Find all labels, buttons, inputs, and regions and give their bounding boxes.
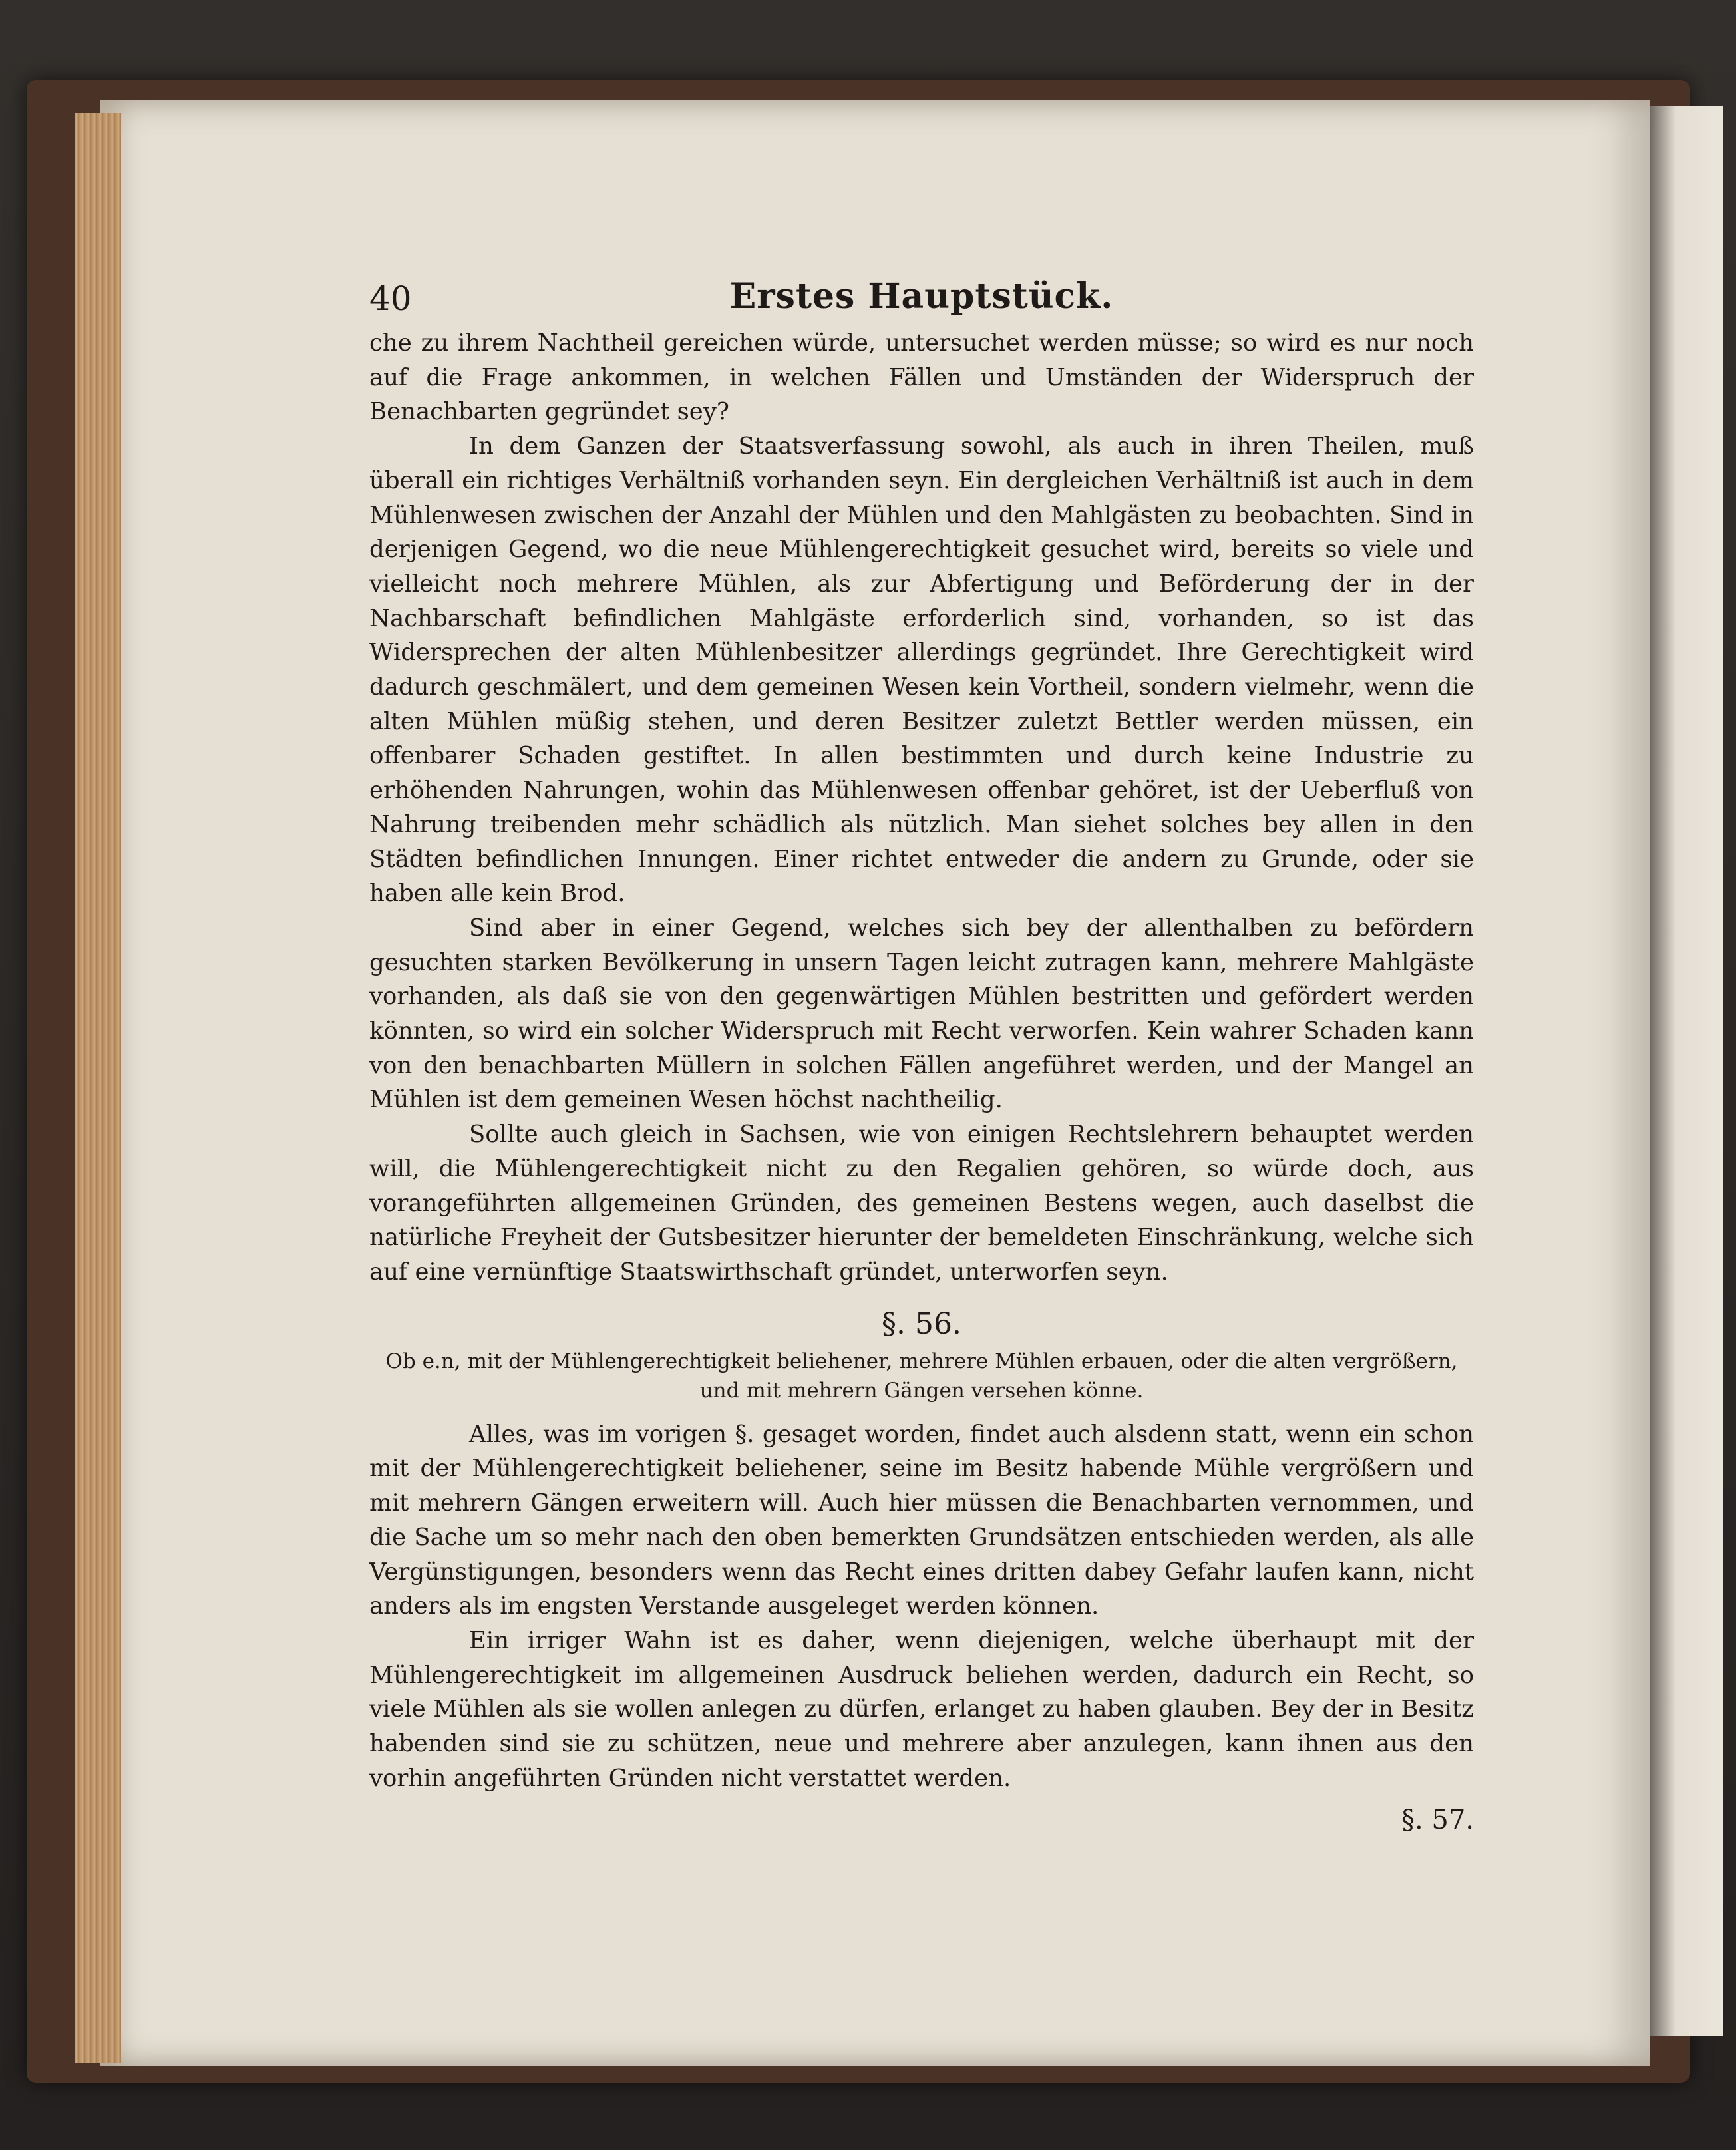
page-content: [369, 266, 1474, 1835]
section-number: §. 56.: [882, 1306, 961, 1341]
paragraph: Ein irriger Wahn ist es daher, wenn diejenigen, welche überhaupt mit der Mühlengerechtigkeit im allgemeinen Ausdruck beliehen werden, dadurch ein Recht, so viele Mühlen als sie wollen anlegen zu dürfen, erlanget zu haben glauben. Bey der in Besitz habenden sind sie zu schützen, neue und mehrere aber anzulegen, kann ihnen aus den vorhin angeführten Gründen nicht verstattet werden.: [369, 1626, 1474, 1792]
paragraph: che zu ihrem Nachtheil gereichen würde, untersuchet werden müsse; so wird es nur noch auf die Frage ankommen, in welchen Fällen und Umständen der Widerspruch der Benachbarten gegründet sey?: [369, 329, 1474, 426]
page-number: 40: [369, 279, 412, 318]
page-stack-edge: [75, 113, 121, 2063]
catchword: §. 57.: [1401, 1805, 1474, 1836]
paragraph: Sind aber in einer Gegend, welches sich bey der allenthalben zu befördern gesuchten starken Bevölkerung in unsern Tagen leicht zutragen kann, mehrere Mahlgäste vorhanden, als daß sie von den gegenwärtigen Mühlen bestritten und gefördert werden könnten, so wird ein solcher Widerspruch mit Recht verworfen. Kein wahrer Schaden kann von den benachbarten Müllern in solchen Fällen angeführet werden, und der Mangel an Mühlen ist dem gemeinen Wesen höchst nachtheilig.: [369, 914, 1474, 1114]
body-text: [369, 326, 1474, 1795]
page-header: [369, 266, 1474, 326]
running-head: Erstes Hauptstück.: [729, 276, 1114, 317]
facing-page-edge: [1650, 106, 1723, 2036]
section-title: Ob e.n, mit der Mühlengerechtigkeit beliehener, mehrere Mühlen erbauen, oder die alten vergrößern, und mit mehrern Gängen versehen könne.: [385, 1349, 1458, 1403]
paragraph: In dem Ganzen der Staatsverfassung sowohl, als auch in ihren Theilen, muß überall ein richtiges Verhältniß vorhanden seyn. Ein dergleichen Verhältniß ist auch in dem Mühlenwesen zwischen der Anzahl der Mühlen und den Mahlgästen zu beobachten. Sind in derjenigen Gegend, wo die neue Mühlengerechtigkeit gesuchet wird, bereits so viele und vielleicht noch mehrere Mühlen, als zur Abfertigung und Beförderung der in der Nachbarschaft befindlichen Mahlgäste erforderlich sind, vorhanden, so ist das Widersprechen der alten Mühlenbesitzer allerdings gegründet. Ihre Gerechtigkeit wird dadurch geschmälert, und dem gemeinen Wesen kein Vortheil, sondern vielmehr, wenn die alten Mühlen müßig stehen, und deren Besitzer zuletzt Bettler werden müssen, ein offenbarer Schaden gestiftet. In allen bestimmten und durch keine Industrie zu erhöhenden Nahrungen, wohin das Mühlenwesen offenbar gehöret, ist der Ueberfluß von Nahrung treibenden mehr schädlich als nützlich. Man siehet solches bey allen in den Städten befindlichen Innungen. Einer richtet entweder die andern zu Grunde, oder sie haben alle kein Brod.: [369, 433, 1474, 908]
paragraph: Alles, was im vorigen §. gesaget worden, findet auch alsdenn statt, wenn ein schon mit der Mühlengerechtigkeit beliehener, seine im Besitz habende Mühle vergrößern und mit mehrern Gängen erweitern will. Auch hier müssen die Benachbarten vernommen, und die Sache um so mehr nach den oben bemerkten Grundsätzen entschieden werden, als alle Vergünstigungen, besonders wenn das Recht eines dritten dabey Gefahr laufen kann, nicht anders als im engsten Verstande ausgeleget werden können.: [369, 1420, 1474, 1620]
paragraph: Sollte auch gleich in Sachsen, wie von einigen Rechtslehrern behauptet werden will, die Mühlengerechtigkeit nicht zu den Regalien gehören, so würde doch, aus vorangeführten allgemeinen Gründen, des gemeinen Bestens wegen, auch daselbst die natürliche Freyheit der Gutsbesitzer hierunter der bemeldeten Einschränkung, welche sich auf eine vernünftige Staatswirthschaft gründet, unterworfen seyn.: [369, 1121, 1474, 1286]
